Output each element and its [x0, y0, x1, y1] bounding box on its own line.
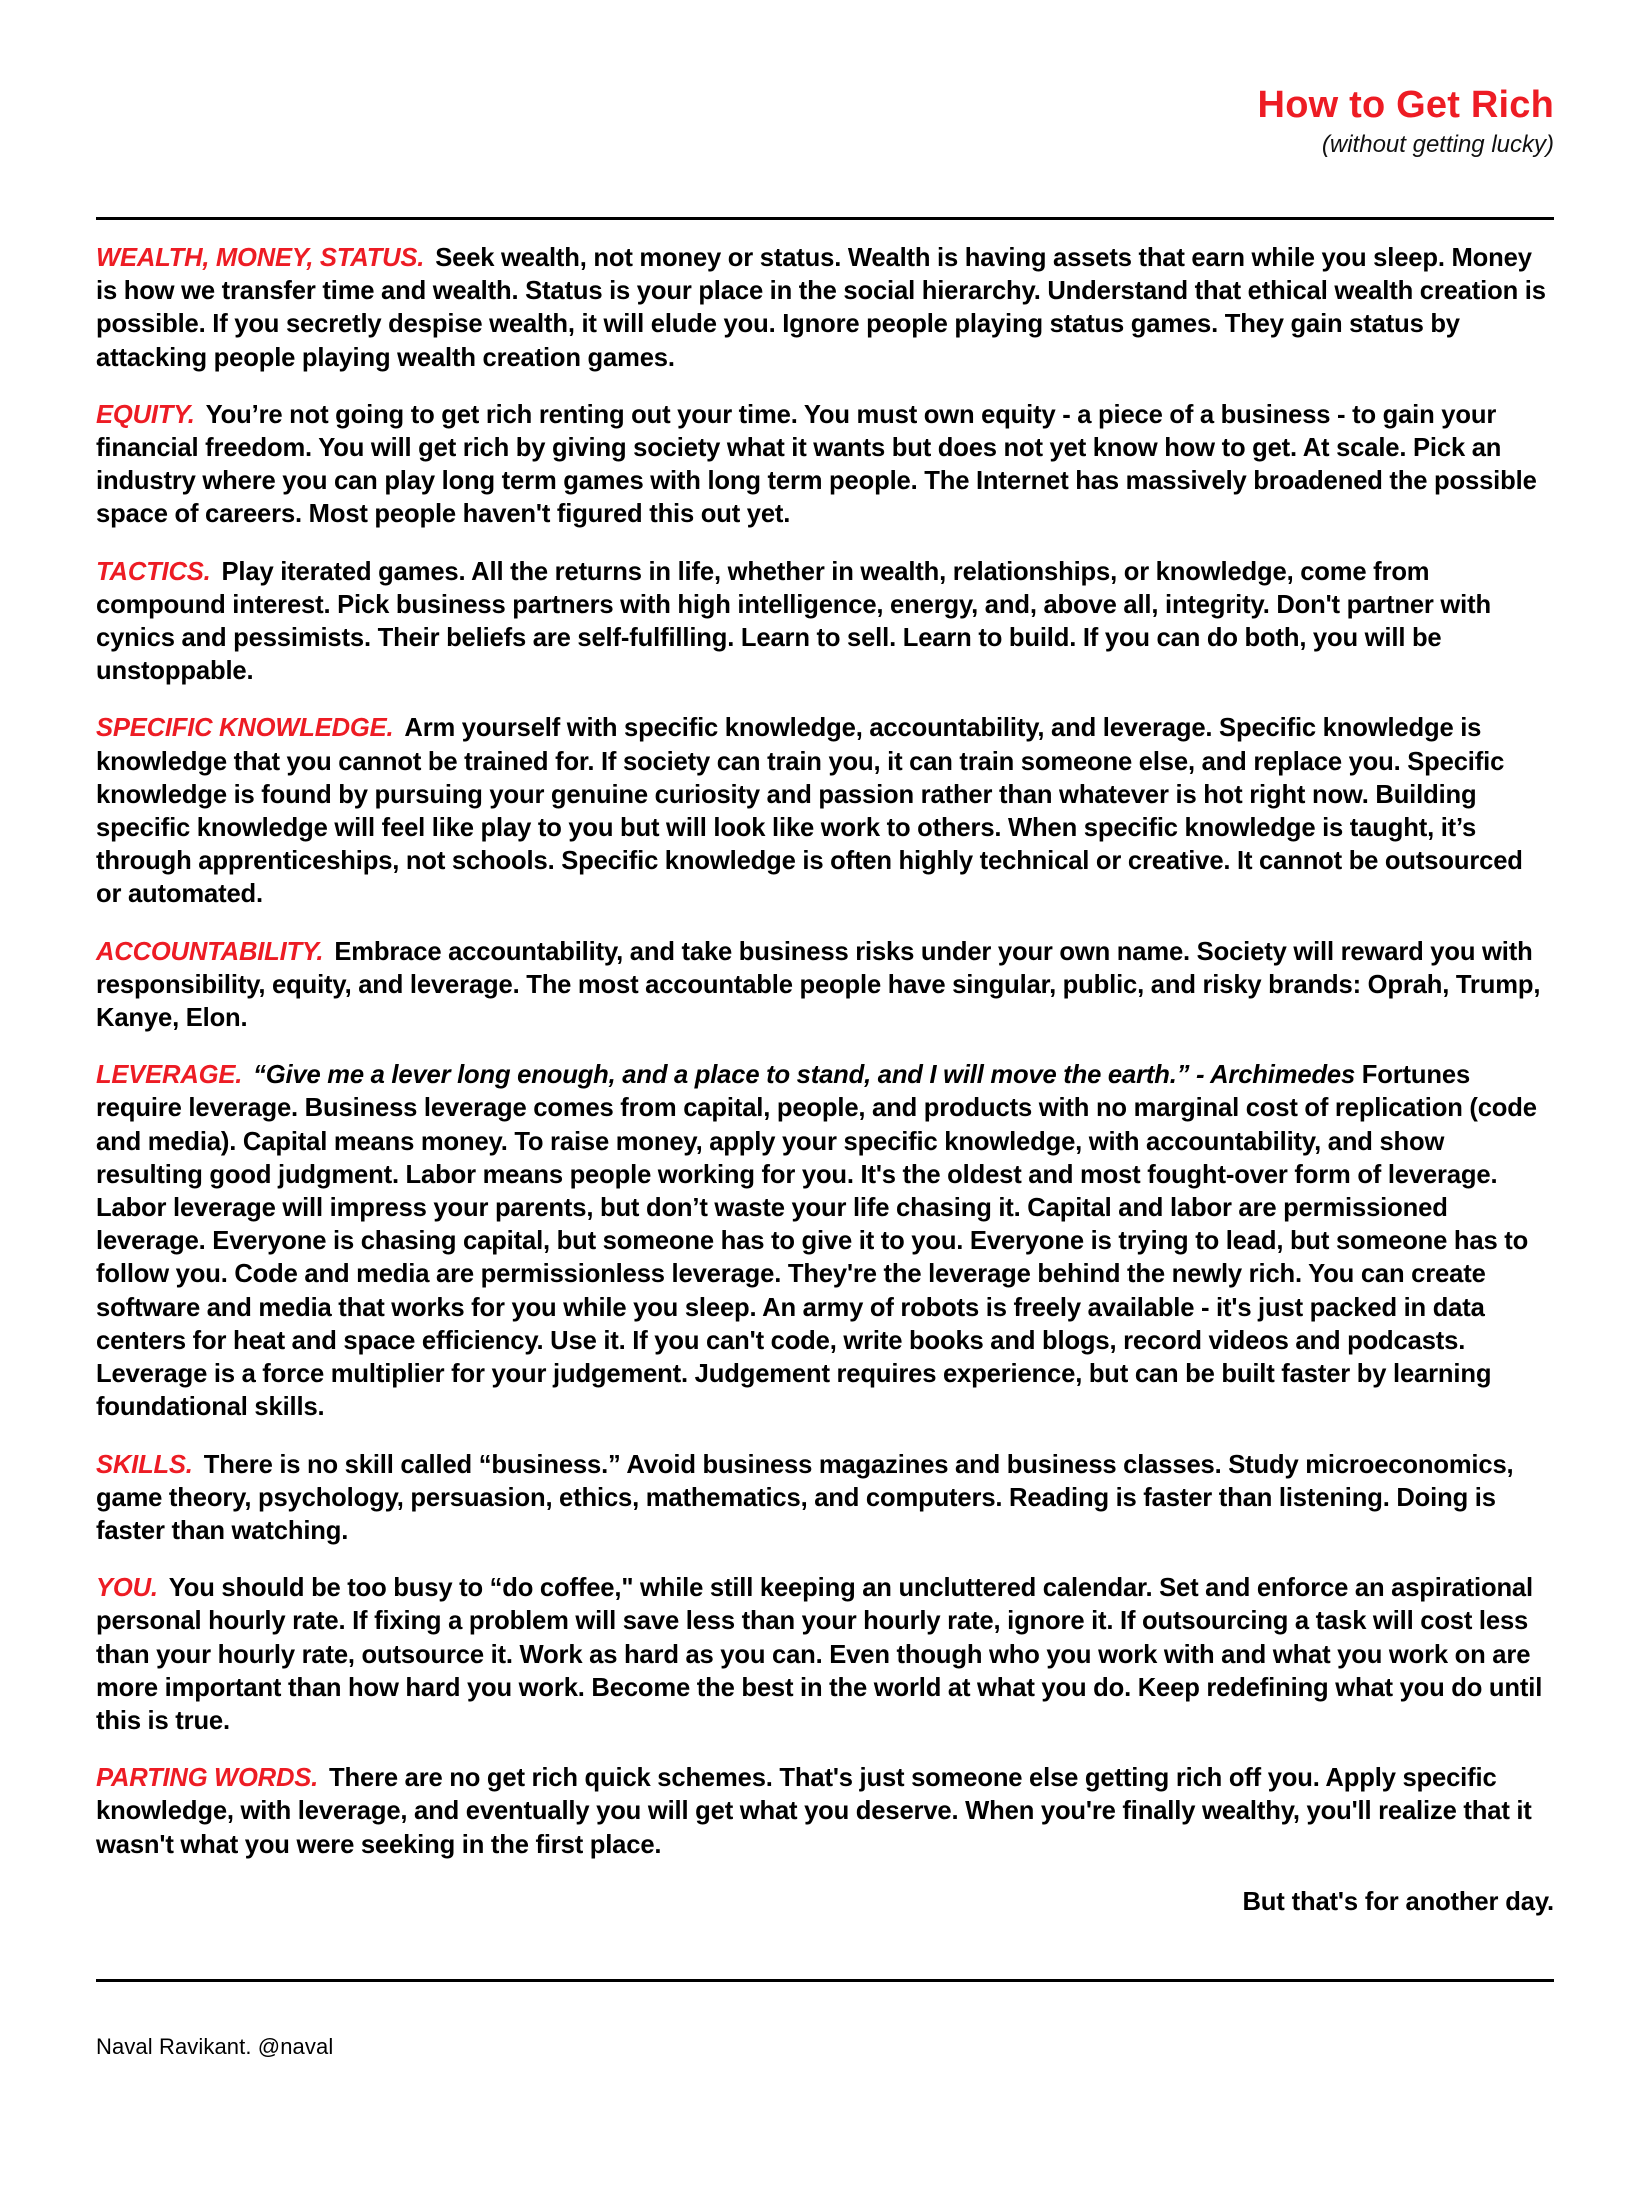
- section-body-text: Play iterated games. All the returns in life, whether in wealth, relationships, or knowledge, come from compound interest. Pick business partners with high intelligence, energy, and, above all, integrity. Don't partner with cynics and pessimists. Their beliefs are self-fulfilling. Learn to sell. Learn to build. If you can do both, you will be unstoppable.: [96, 557, 1491, 686]
- section-lead-label: YOU.: [96, 1574, 158, 1603]
- section-body-text: Embrace accountability, and take business risks under your own name. Society will reward you with responsibility, equity, and leverage. The most accountable people have singular, public, and risky brands: Oprah, Trump, Kanye, Elon.: [96, 937, 1541, 1033]
- section-body-text: You’re not going to get rich renting out your time. You must own equity - a piece of a business - to gain your financial freedom. You will get rich by giving society what it wants but does not yet know how to get. At scale. Pick an industry where you can play long term games with long term people. The Internet has massively broadened the possible space of careers. Most people haven't figured this out yet.: [96, 400, 1537, 529]
- section-lead-label: WEALTH, MONEY, STATUS.: [96, 244, 425, 272]
- section-you: [96, 1572, 1554, 1738]
- closing-line: But that's for another day.: [1242, 1887, 1554, 1916]
- section-lead-label: LEVERAGE.: [96, 1061, 243, 1090]
- section-body-text: There is no skill called “business.” Avoid business magazines and business classes. Study microeconomics, game theory, psychology, persuasion, ethics, mathematics, and computers. Reading is faster than listening. Doing is faster than watching.: [96, 1450, 1514, 1545]
- section-specific-knowledge: [96, 712, 1554, 911]
- section-equity: [96, 399, 1554, 532]
- section-skills: [96, 1449, 1554, 1549]
- section-body-text: Fortunes require leverage. Business leverage comes from capital, people, and products with no marginal cost of replication (code and media). Capital means money. To raise money, apply your specific knowledge, with accountability, and show resulting good judgment. Labor means people working for you. It's the oldest and most fought-over form of leverage. Labor leverage will impress your parents, but don’t waste your life chasing it. Capital and labor are permissioned leverage. Everyone is chasing capital, but someone has to give it to you. Everyone is trying to lead, but someone has to follow you. Code and media are permissionless leverage. They're the leverage behind the newly rich. You can create software and media that works for you while you sleep. An army of robots is freely available - it's just packed in data centers for heat and space efficiency. Use it. If you can't code, write books and blogs, record videos and podcasts. Leverage is a force multiplier for your judgement. Judgement requires experience, but can be built faster by learning foundational skills.: [96, 1061, 1537, 1422]
- author-byline: Naval Ravikant. @naval: [96, 2033, 334, 2059]
- section-body-text: Seek wealth, not money or status. Wealth is having assets that earn while you sleep. Money is how we transfer time and wealth. Status is your place in the social hierarchy. Understand that ethical wealth creation is possible. If you secretly despise wealth, it will elude you. Ignore people playing status games. They gain status by attacking people playing wealth creation games.: [96, 244, 1546, 372]
- archimedes-quote: “Give me a lever long enough, and a place to stand, and I will move the earth.” - Archimedes: [253, 1061, 1356, 1090]
- section-body-text: Arm yourself with specific knowledge, accountability, and leverage. Specific knowledge is knowledge that you cannot be trained for. If society can train you, it can train someone else, and replace you. Specific knowledge is found by pursuing your genuine curiosity and passion rather than whatever is hot right now. Building specific knowledge will feel like play to you but will look like work to others. When specific knowledge is taught, it’s through apprenticeships, not schools. Specific knowledge is often highly technical or creative. It cannot be outsourced or automated.: [96, 714, 1523, 909]
- page-title: How to Get Rich: [1257, 84, 1554, 126]
- section-lead-label: EQUITY.: [96, 400, 195, 429]
- page-subtitle: (without getting lucky): [1321, 131, 1554, 158]
- footer-spacer: [0, 1919, 1650, 1979]
- section-lead-label: TACTICS.: [96, 557, 211, 586]
- section-body-text: There are no get rich quick schemes. That's just someone else getting rich off you. Apply specific knowledge, with leverage, and eventually you will get what you deserve. When you're finally wealthy, you'll realize that it wasn't what you were seeking in the first place.: [96, 1764, 1532, 1859]
- section-lead-label: ACCOUNTABILITY.: [96, 937, 324, 966]
- section-parting-words: [96, 1762, 1554, 1862]
- section-accountability: [96, 936, 1554, 1036]
- section-lead-label: SKILLS.: [96, 1450, 193, 1479]
- document-footer: [0, 1982, 1650, 2060]
- section-lead-label: PARTING WORDS.: [96, 1764, 319, 1793]
- section-leverage: [96, 1059, 1554, 1424]
- section-lead-label: SPECIFIC KNOWLEDGE.: [96, 714, 394, 743]
- section-body-text: You should be too busy to “do coffee," while still keeping an uncluttered calendar. Set and enforce an aspirational personal hourly rate. If fixing a problem will save less than your hourly rate, ignore it. If outsourcing a task will cost less than your hourly rate, outsource it. Work as hard as you can. Even though who you work with and what you work on are more important than how hard you work. Become the best in the world at what you do. Keep redefining what you do until this is true.: [96, 1574, 1543, 1735]
- document-body: [0, 220, 1650, 1919]
- document-header: [0, 0, 1650, 157]
- section-tactics: [96, 556, 1554, 689]
- section-wealth-money-status: [96, 242, 1554, 375]
